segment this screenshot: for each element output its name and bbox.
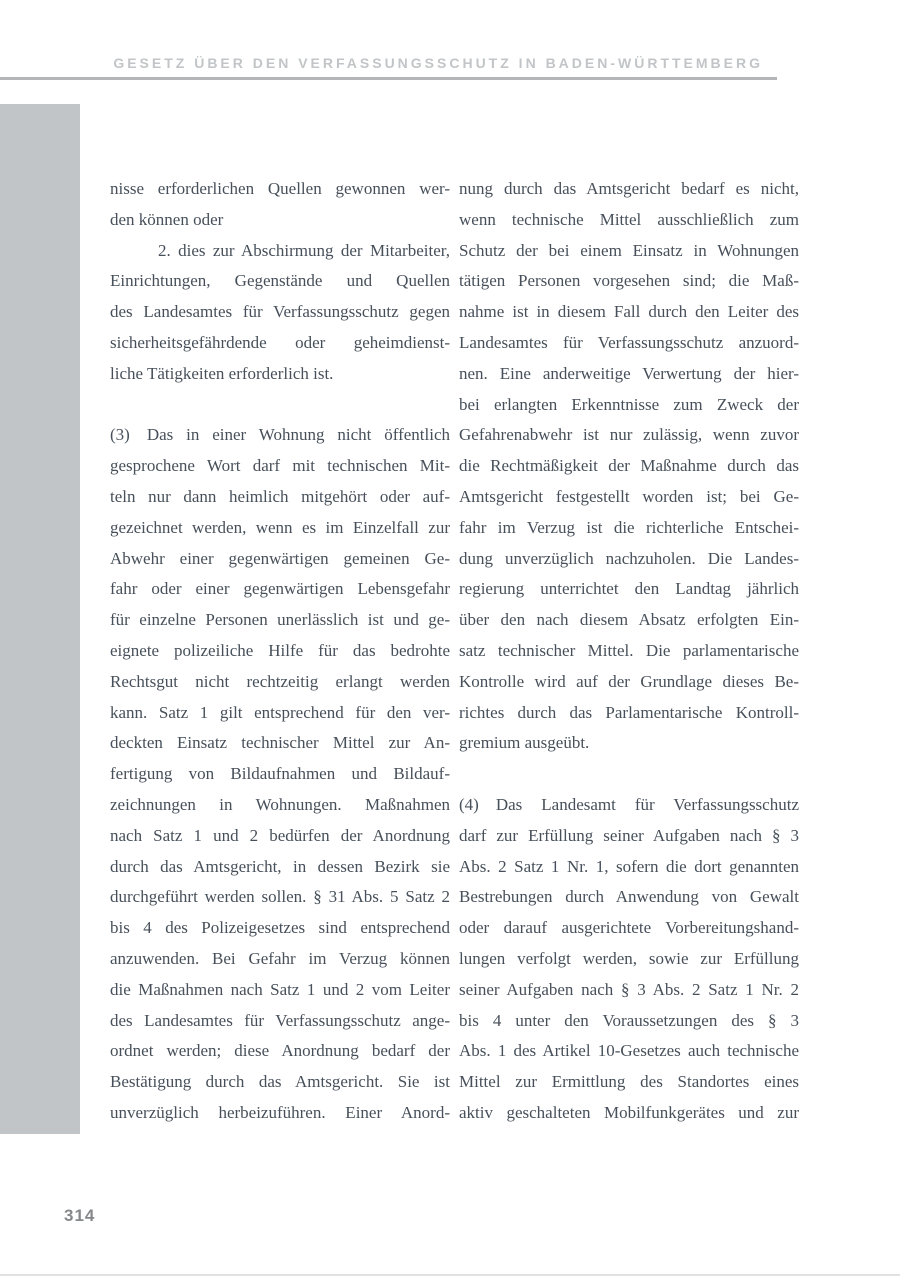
text-line: teln nur dann heimlich mitgehört oder auf- — [110, 486, 450, 506]
text-line: Kontrolle wird auf der Grundlage dieses Be- — [459, 671, 799, 691]
text-line: eignete polizeiliche Hilfe für das bedrohte — [110, 640, 450, 660]
text-line: Mittel zur Ermittlung des Standortes eines — [459, 1072, 799, 1092]
text-line: aktiv geschalteten Mobilfunkgerätes und zur — [459, 1102, 799, 1122]
text-line: (4) Das Landesamt für Verfassungsschutz — [459, 794, 799, 814]
text-line: wenn technische Mittel ausschließlich zum — [459, 209, 799, 229]
text-line: bis 4 des Polizeigesetzes sind entsprechend — [110, 918, 450, 938]
text-line: fahr oder einer gegenwärtigen Lebensgefahr — [110, 579, 450, 599]
text-line: Amtsgericht festgestellt worden ist; bei Ge- — [459, 486, 799, 506]
text-line: Abwehr einer gegenwärtigen gemeinen Ge- — [110, 548, 450, 568]
text-line: (3) Das in einer Wohnung nicht öffentlich — [110, 425, 450, 445]
text-line: über den nach diesem Absatz erfolgten Ein- — [459, 610, 799, 630]
text-line: deckten Einsatz technischer Mittel zur An- — [110, 733, 450, 753]
text-line: nahme ist in diesem Fall durch den Leiter des — [459, 302, 799, 322]
text-line: Einrichtungen, Gegenstände und Quellen — [110, 271, 450, 291]
header-rule — [0, 77, 777, 80]
text-line: fertigung von Bildaufnahmen und Bildauf- — [110, 764, 450, 784]
text-line: für einzelne Personen unerlässlich ist und ge- — [110, 610, 450, 630]
text-line: Abs. 1 des Artikel 10-Gesetzes auch technische — [459, 1041, 799, 1061]
text-line: nen. Eine anderweitige Verwertung der hier- — [459, 363, 799, 383]
text-line: seiner Aufgaben nach § 3 Abs. 2 Satz 1 Nr. 2 — [459, 979, 799, 999]
text-line: bis 4 unter den Voraussetzungen des § 3 — [459, 1010, 799, 1030]
text-line: 2. dies zur Abschirmung der Mitarbeiter, — [158, 240, 450, 260]
text-line: gezeichnet werden, wenn es im Einzelfall zur — [110, 517, 450, 537]
right-column — [459, 174, 799, 1129]
text-line: fahr im Verzug ist die richterliche Entschei- — [459, 517, 799, 537]
text-line: des Landesamtes für Verfassungsschutz gegen — [110, 302, 450, 322]
text-line: liche Tätigkeiten erforderlich ist. — [110, 363, 334, 383]
text-line: ordnet werden; diese Anordnung bedarf der — [110, 1041, 450, 1061]
blank-line — [110, 390, 450, 421]
text-line: Rechtsgut nicht rechtzeitig erlangt werden — [110, 671, 450, 691]
text-line: bei erlangten Erkenntnisse zum Zweck der — [459, 394, 799, 414]
text-line: nung durch das Amtsgericht bedarf es nicht, — [459, 179, 799, 198]
text-line: Landesamtes für Verfassungsschutz anzuord- — [459, 332, 799, 352]
text-line: Schutz der bei einem Einsatz in Wohnungen — [459, 240, 799, 260]
text-line: oder darauf ausgerichtete Vorbereitungshand- — [459, 918, 799, 938]
text-line: kann. Satz 1 gilt entsprechend für den ver- — [110, 702, 450, 722]
text-line: satz technischer Mittel. Die parlamentarische — [459, 640, 799, 660]
text-line: des Landesamtes für Verfassungsschutz ange- — [110, 1010, 450, 1030]
text-line: darf zur Erfüllung seiner Aufgaben nach § 3 — [459, 825, 799, 845]
text-line: Bestrebungen durch Anwendung von Gewalt — [459, 887, 799, 907]
text-line: nisse erforderlichen Quellen gewonnen wer- — [110, 179, 450, 198]
text-line: gesprochene Wort darf mit technischen Mit- — [110, 456, 450, 476]
left-column — [110, 174, 450, 1129]
text-line: zeichnungen in Wohnungen. Maßnahmen — [110, 794, 450, 814]
text-line: die Maßnahmen nach Satz 1 und 2 vom Leiter — [110, 979, 450, 999]
running-header: GESETZ ÜBER DEN VERFASSUNGSSCHUTZ IN BADEN-WÜRTTEMBERG — [113, 55, 763, 71]
text-line: richtes durch das Parlamentarische Kontroll- — [459, 702, 799, 722]
blank-line — [459, 759, 799, 790]
text-line: sicherheitsgefährdende oder geheimdienst- — [110, 332, 450, 352]
text-line: durchgeführt werden sollen. § 31 Abs. 5 Satz 2 — [110, 887, 450, 907]
text-line: dung unverzüglich nachzuholen. Die Landes- — [459, 548, 799, 568]
text-line: tätigen Personen vorgesehen sind; die Maß- — [459, 271, 799, 291]
page-number: 314 — [64, 1206, 96, 1225]
text-line: gremium ausgeübt. — [459, 733, 590, 753]
text-line: lungen verfolgt werden, sowie zur Erfüllung — [459, 948, 799, 968]
text-line: regierung unterrichtet den Landtag jährlich — [459, 579, 799, 599]
text-line: durch das Amtsgericht, in dessen Bezirk sie — [110, 856, 450, 876]
text-line: die Rechtmäßigkeit der Maßnahme durch das — [459, 456, 799, 476]
text-line: nach Satz 1 und 2 bedürfen der Anordnung — [110, 825, 450, 845]
text-line: den können oder — [110, 209, 224, 229]
text-line: anzuwenden. Bei Gefahr im Verzug können — [110, 948, 450, 968]
text-line: Abs. 2 Satz 1 Nr. 1, sofern die dort genannten — [459, 856, 799, 876]
margin-sidebar-bar — [0, 104, 80, 1134]
text-line: unverzüglich herbeizuführen. Einer Anord- — [110, 1102, 450, 1122]
text-line: Bestätigung durch das Amtsgericht. Sie ist — [110, 1072, 450, 1092]
text-line: Gefahrenabwehr ist nur zulässig, wenn zuvor — [459, 425, 799, 445]
